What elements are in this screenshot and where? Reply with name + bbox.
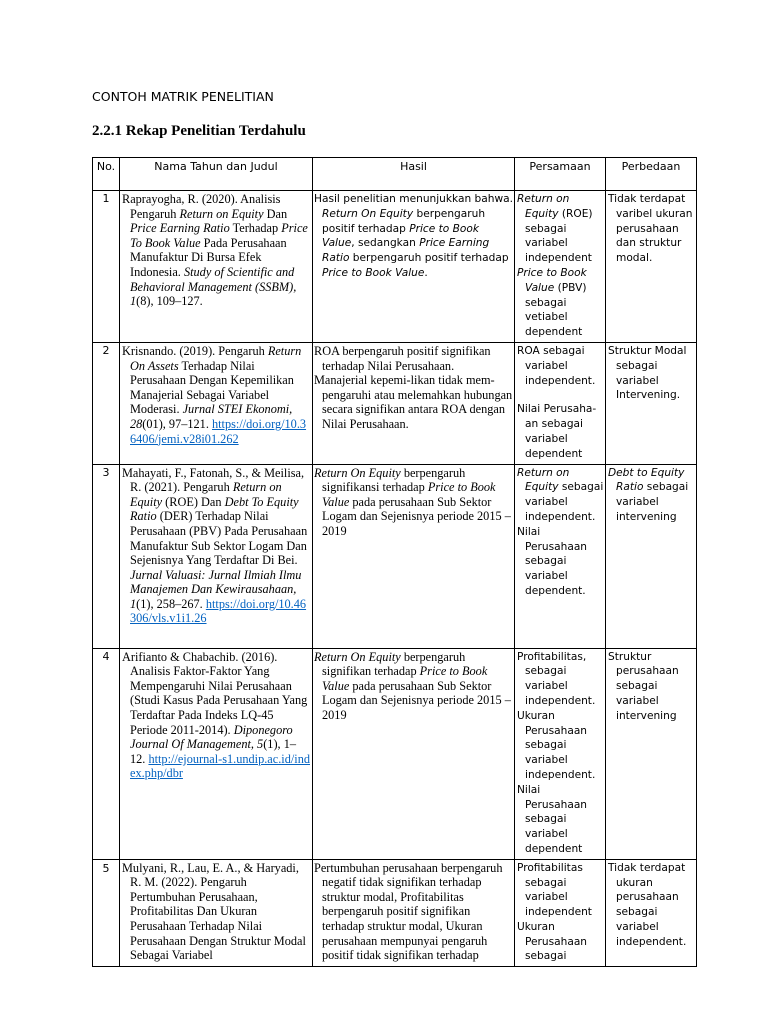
cell-judul: Arifianto & Chabachib. (2016). Analisis Faktor-Faktor Yang Mempengaruhi Nilai Perusahaan (Studi Kasus Pada Perusahaan Yang Terdaftar Pada Indeks LQ-45 Periode 2011-2014). Diponegoro Journal Of Management, 5(1), 1–12. http://ejournal-s1.undip.ac.id/index.php/dbr xyxy=(120,648,313,859)
cell-hasil: Pertumbuhan perusahaan berpengaruh negatif tidak signifikan terhadap struktur modal, Profitabilitas berpengaruh positif signifikan terhadap struktur modal, Ukuran perusahaan mempunyai pengaruh positif tidak signifikan terhadap xyxy=(313,859,515,967)
doi-link[interactable]: https://doi.org/10.36406/jemi.v28i01.262 xyxy=(130,416,307,446)
table-row xyxy=(93,191,697,343)
table-row xyxy=(93,342,697,464)
header-persamaan: Persamaan xyxy=(515,158,606,191)
cell-perbedaan: Debt to Equity Ratio sebagai variabel intervening xyxy=(606,464,697,648)
cell-perbedaan: Struktur perusahaan sebagai variabel intervening xyxy=(606,648,697,859)
research-matrix-table xyxy=(92,157,697,967)
row-number: 2 xyxy=(93,342,120,464)
cell-persamaan: Return on Equity sebagai variabel independent. Nilai Perusahaan sebagai variabel dependent. xyxy=(515,464,606,648)
row-number: 3 xyxy=(93,464,120,648)
cell-persamaan: Profitabilitas, sebagai variabel independent. Ukuran Perusahaan sebagai variabel independent. Nilai Perusahaan sebagai variabel dependent xyxy=(515,648,606,859)
header-judul: Nama Tahun dan Judul xyxy=(120,158,313,191)
section-title: 2.2.1 Rekap Penelitian Terdahulu xyxy=(92,123,306,139)
table-row xyxy=(93,648,697,859)
document-heading: CONTOH MATRIK PENELITIAN xyxy=(92,89,274,104)
table-row xyxy=(93,464,697,648)
header-hasil: Hasil xyxy=(313,158,515,191)
cell-judul: Krisnando. (2019). Pengaruh Return On Assets Terhadap Nilai Perusahaan Dengan Kepemilikan Manajerial Sebagai Variabel Moderasi. Jurnal STEI Ekonomi, 28(01), 97–121. https://doi.org/10.36406/jemi.v28i01.262 xyxy=(120,342,313,464)
cell-hasil: Return On Equity berpengaruh signifikan terhadap Price to Book Value pada perusahaan Sub Sektor Logam dan Sejenisnya periode 2015 – 2019 xyxy=(313,648,515,859)
cell-persamaan: ROA sebagai variabel independent. Nilai Perusaha-an sebagai variabel dependent xyxy=(515,342,606,464)
table-row xyxy=(93,859,697,967)
cell-perbedaan: Tidak terdapat varibel ukuran perusahaan dan struktur modal. xyxy=(606,191,697,343)
table-header-row xyxy=(93,158,697,191)
row-number: 5 xyxy=(93,859,120,967)
header-perbedaan: Perbedaan xyxy=(606,158,697,191)
cell-hasil: Hasil penelitian menunjukkan bahwa. Return On Equity berpengaruh positif terhadap Price to Book Value, sedangkan Price Earning Ratio berpengaruh positif terhadap Price to Book Value. xyxy=(313,191,515,343)
row-number: 1 xyxy=(93,191,120,343)
cell-persamaan: Return on Equity (ROE) sebagai variabel independent Price to Book Value (PBV) sebagai vetiabel dependent xyxy=(515,191,606,343)
doi-link[interactable]: https://doi.org/10.46306/vls.v1i1.26 xyxy=(130,596,307,626)
cell-perbedaan: Tidak terdapat ukuran perusahaan sebagai variabel independent. xyxy=(606,859,697,967)
cell-perbedaan: Struktur Modal sebagai variabel Intervening. xyxy=(606,342,697,464)
cell-hasil: ROA berpengaruh positif signifikan terhadap Nilai Perusahaan. Manajerial kepemi-likan tidak mem-pengaruhi atau melemahkan hubungan secara signifikan antara ROA dengan Nilai Perusahaan. xyxy=(313,342,515,464)
cell-judul: Mulyani, R., Lau, E. A., & Haryadi, R. M. (2022). Pengaruh Pertumbuhan Perusahaan, Profitabilitas Dan Ukuran Perusahaan Terhadap Nilai Perusahaan Dengan Struktur Modal Sebagai Variabel xyxy=(120,859,313,967)
header-no: No. xyxy=(93,158,120,191)
cell-hasil: Return On Equity berpengaruh signifikansi terhadap Price to Book Value pada perusahaan Sub Sektor Logam dan Sejenisnya periode 2015 – 2019 xyxy=(313,464,515,648)
cell-persamaan: Profitabilitas sebagai variabel independent Ukuran Perusahaan sebagai xyxy=(515,859,606,967)
cell-judul: Mahayati, F., Fatonah, S., & Meilisa, R. (2021). Pengaruh Return on Equity (ROE) Dan Debt To Equity Ratio (DER) Terhadap Nilai Perusahaan (PBV) Pada Perusahaan Manufaktur Sub Sektor Logam Dan Sejenisnya Yang Terdaftar Di Bei. Jurnal Valuasi: Jurnal Ilmiah Ilmu Manajemen Dan Kewirausahaan, 1(1), 258–267. https://doi.org/10.46306/vls.v1i1.26 xyxy=(120,464,313,648)
cell-judul: Raprayogha, R. (2020). Analisis Pengaruh Return on Equity Dan Price Earning Ratio Terhadap Price To Book Value Pada Perusahaan Manufaktur Di Bursa Efek Indonesia. Study of Scientific and Behavioral Management (SSBM), 1(8), 109–127. xyxy=(120,191,313,343)
journal-link[interactable]: http://ejournal-s1.undip.ac.id/index.php/dbr xyxy=(130,751,310,781)
row-number: 4 xyxy=(93,648,120,859)
